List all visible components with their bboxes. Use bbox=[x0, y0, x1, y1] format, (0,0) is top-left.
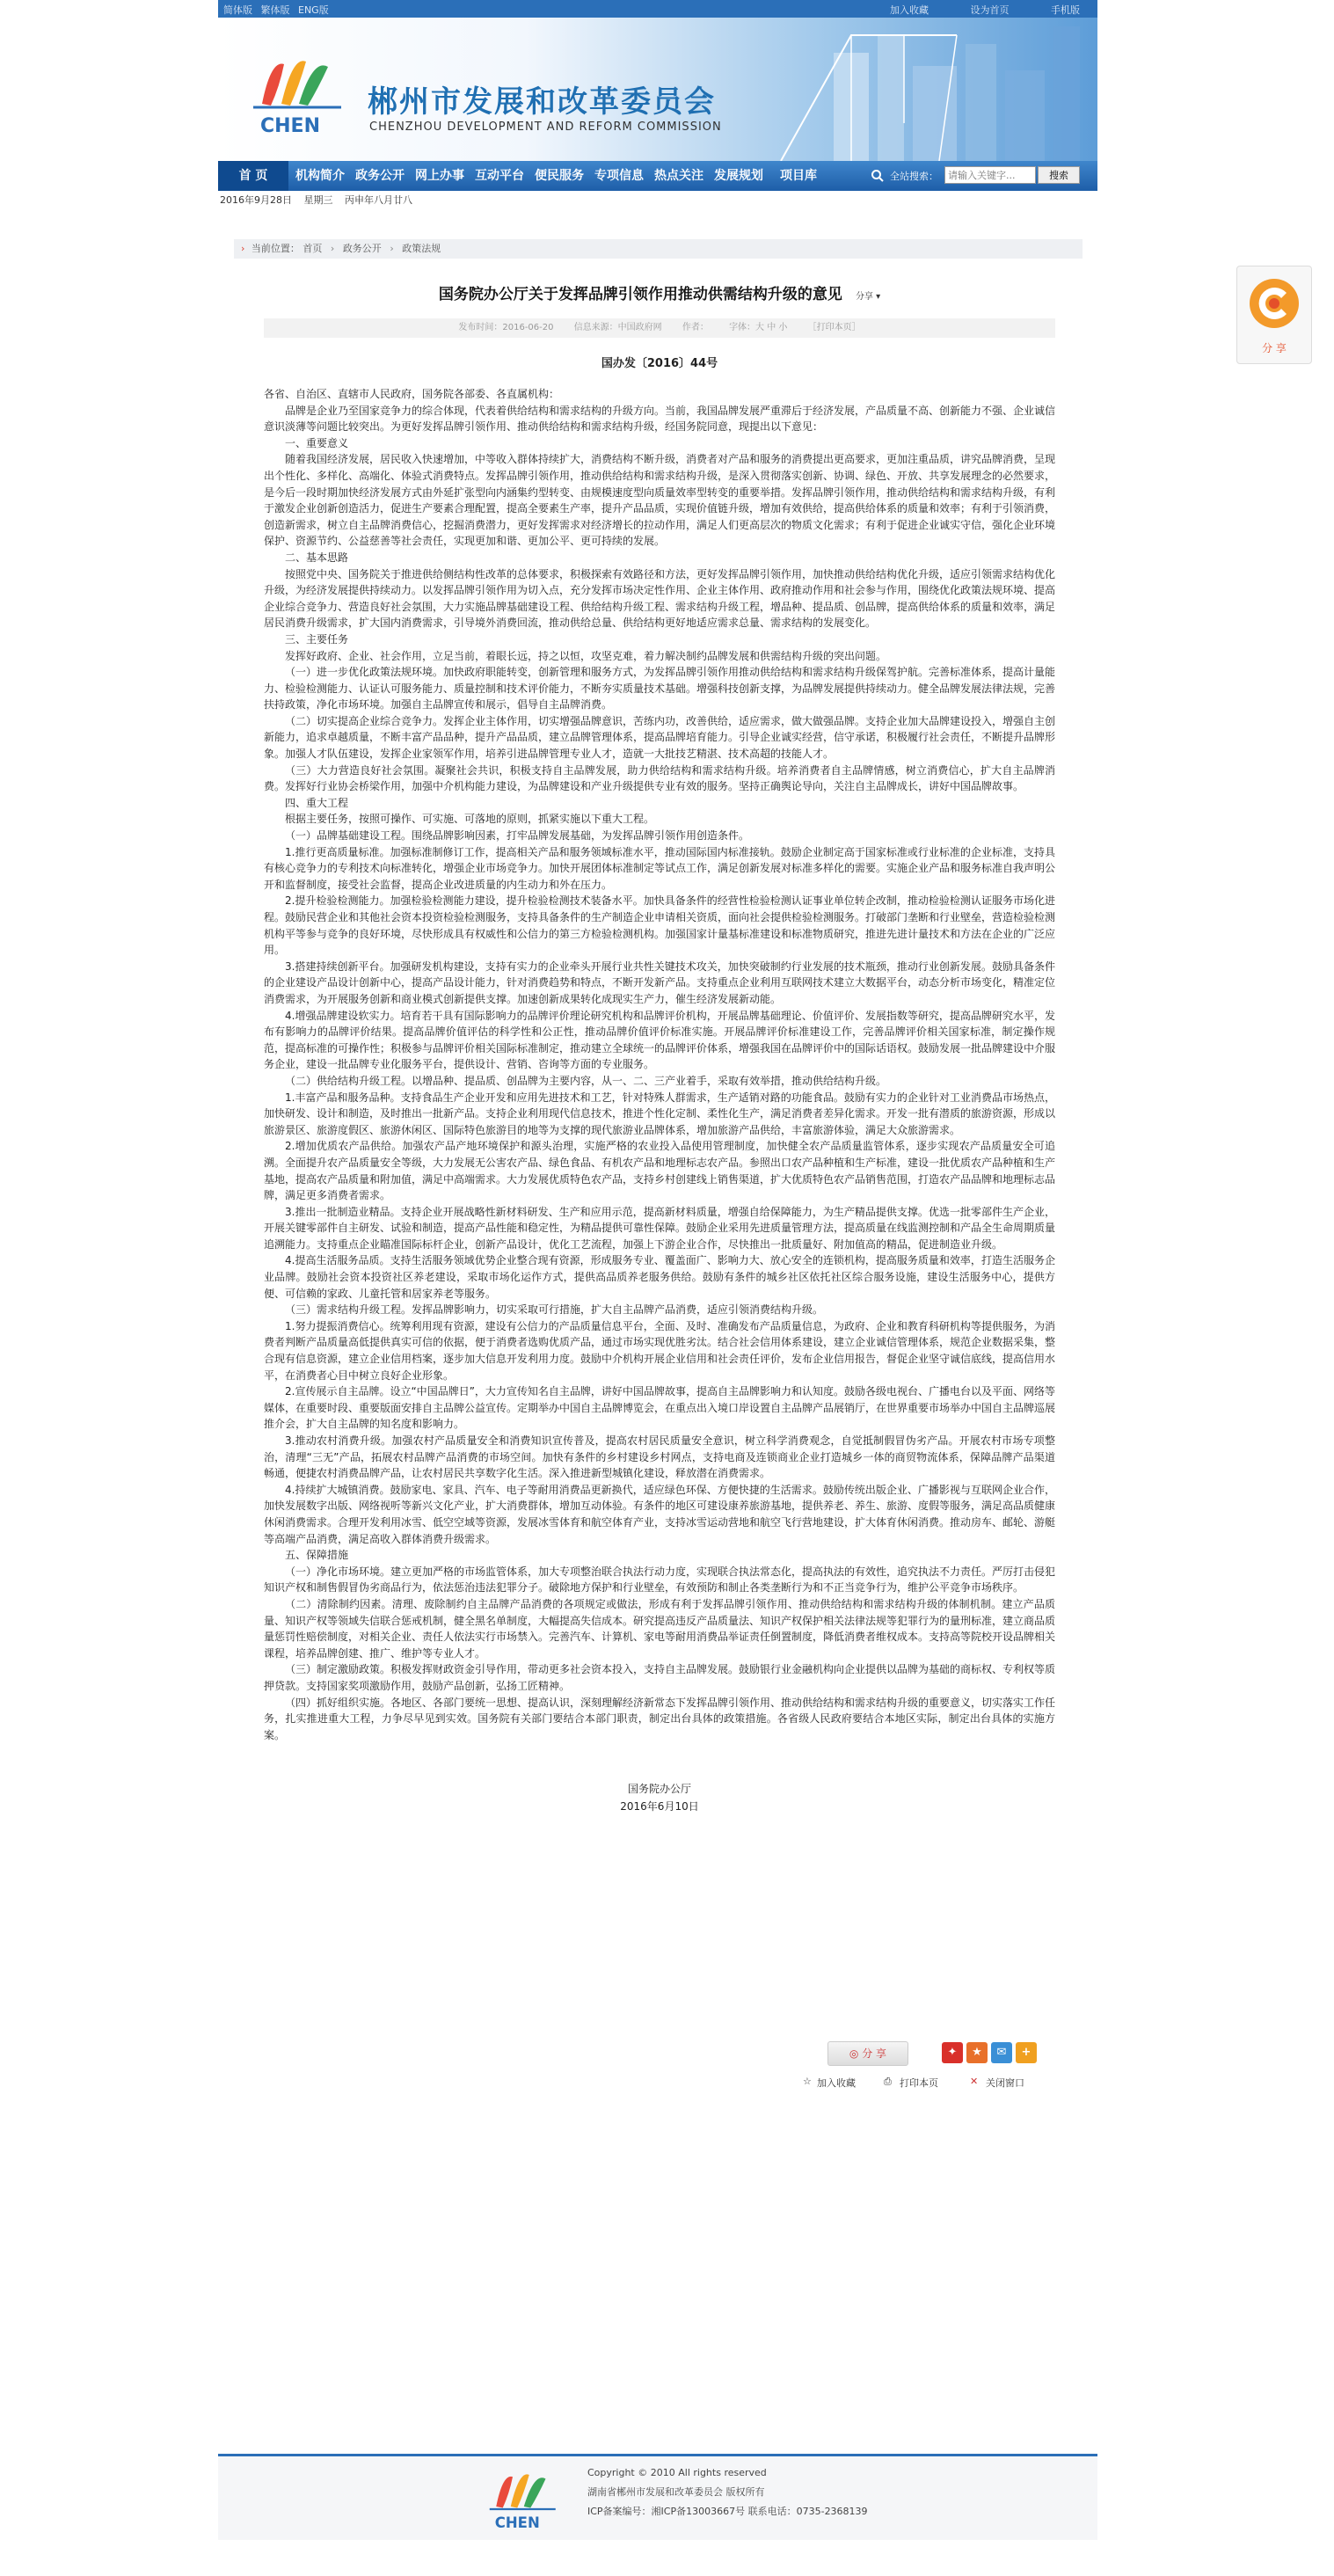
share-toolbar bbox=[827, 2039, 1100, 2067]
article-paragraph: 二、基本思路 bbox=[285, 551, 349, 564]
print-link[interactable]: ［打印本页］ bbox=[807, 323, 861, 332]
author: 作者： bbox=[682, 323, 709, 332]
footer-text bbox=[587, 2463, 868, 2521]
article-paragraph: 1.丰富产品和服务品种。支持食品生产企业开发和应用先进技术和工艺，针对特殊人群需求，生产适销对路的功能食品。鼓励有实力的企业针对工业消费品市场热点，加快研发、设计和制造，及时推出一批新产品。支持企业利用现代信息技术，推进个性化定制、柔性化生产，满足消费者差异化需求。开发一批有潜质的旅游资源，形成以旅游景区、旅游度假区、旅游休闲区、国际特色旅游目的地等为支撑的现代旅游业品牌体系，增加旅游产品供给，丰富旅游体验，满足大众旅游需求。 bbox=[264, 1091, 1056, 1136]
sign-date: 2016年6月10日 bbox=[620, 1800, 699, 1813]
nav-gov-info[interactable]: 政务公开 bbox=[355, 169, 405, 183]
date-text: 2016年9月28日 bbox=[220, 194, 292, 206]
add-favorite-action[interactable]: 加入收藏 bbox=[817, 2077, 856, 2089]
search-input[interactable] bbox=[944, 166, 1036, 184]
logo-text: CHEN bbox=[260, 115, 320, 137]
article-paragraph: 五、保障措施 bbox=[285, 1549, 349, 1562]
close-window-action[interactable]: 关闭窗口 bbox=[986, 2077, 1024, 2089]
add-favorite-link[interactable]: 加入收藏 bbox=[890, 4, 929, 16]
article-paragraph: 按照党中央、国务院关于推进供给侧结构性改革的总体要求，积极探索有效路径和方法，更好发挥品牌引领作用，加快推动供给结构优化升级，适应引领需求结构优化升级，为经济发展提供持续动力。以发挥品牌引领作用为切入点，充分发挥市场决定性作用、企业主体作用、政府推动作用和社会参与作用，围绕优化政策法规环境、提高企业综合竞争力、营造良好社会氛围，大力实施品牌基础建设工程、供给结构升级工程、需求结构升级工程，增品种、提品质、创品牌，提高供给体系的质量和效率，满足居民消费升级需求，扩大国内消费需求，引导境外消费回流，推动供给总量、供给结构更好地适应需求总量、需求结构的发展变化。 bbox=[264, 567, 1056, 630]
tencent-icon[interactable]: ✉ bbox=[991, 2042, 1012, 2063]
lang-traditional-link[interactable]: 繁体版 bbox=[260, 4, 290, 16]
nav-home[interactable]: 首 页 bbox=[218, 161, 288, 191]
nav-online-service[interactable]: 网上办事 bbox=[415, 169, 464, 183]
article-paragraph: 一、重要意义 bbox=[285, 436, 349, 449]
language-links bbox=[223, 3, 334, 17]
top-links bbox=[851, 3, 1080, 17]
footer-logo bbox=[477, 2467, 574, 2536]
breadcrumb bbox=[234, 239, 1083, 259]
lang-simplified-link[interactable]: 简体版 bbox=[223, 4, 252, 16]
article-paragraph: 根据主要任务，按照可操作、可实施、可落地的原则，抓紧实施以下重大工程。 bbox=[285, 813, 655, 826]
page bbox=[218, 0, 1097, 2531]
header-banner bbox=[218, 18, 1097, 161]
article-paragraph: 4.增强品牌建设软实力。培育若干具有国际影响力的品牌评价理论研究机构和品牌评价机构，开展品牌基础理论、价值评价、发展指数等研究，提高品牌研究水平，发布有影响力的品牌评价结果。提高品牌价值评估的科学性和公正性，推动品牌价值评价标准实施。开展品牌评价标准建设工作，完善品牌评价相关国家标准，制定操作规范，提高标准的可操作性；积极参与品牌评价相关国际标准制定，推动建立全球统一的品牌评价体系，增强我国在品牌评价中的国际话语权。鼓励发展一批品牌建设中介服务企业，建设一批品牌专业化服务平台，提供设计、营销、咨询等方面的专业服务。 bbox=[264, 1009, 1056, 1071]
signature bbox=[264, 1780, 1055, 1815]
article-paragraph: （二）供给结构升级工程。以增品种、提品质、创品牌为主要内容，从一、二、三产业着手，采取有效举措，推动供给结构升级。 bbox=[285, 1074, 887, 1087]
favorite-icon: ☆ bbox=[803, 2076, 812, 2087]
copyright: Copyright © 2010 All rights reserved bbox=[587, 2467, 767, 2478]
article-paragraph: （一）净化市场环境。建立更加严格的市场监管体系，加大专项整治联合执法行动力度，实现联合执法常态化，提高执法的有效性，追究执法不力责任。严厉打击侵犯知识产权和制售假冒伪劣商品行为，依法惩治违法犯罪分子。破除地方保护和行业壁垒，有效预防和制止各类垄断行为和不正当竞争行为，维护公平竞争市场秩序。 bbox=[264, 1565, 1056, 1594]
share-inline-button[interactable] bbox=[856, 292, 880, 302]
info-source: 信息来源：中国政府网 bbox=[573, 323, 662, 332]
site-logo[interactable] bbox=[244, 51, 359, 142]
breadcrumb-arrow-icon: › bbox=[241, 243, 245, 254]
main-nav bbox=[218, 161, 1097, 191]
article-paragraph: （三）需求结构升级工程。发挥品牌影响力，切实采取可行措施，扩大自主品牌产品消费，适应引领消费结构升级。 bbox=[285, 1303, 824, 1317]
floating-share-label: 分 享 bbox=[1262, 342, 1287, 354]
article-paragraph: （三）制定激励政策。积极发挥财政资金引导作用，带动更多社会资本投入，支持自主品牌发展。鼓励银行业金融机构向企业提供以品牌为基础的商标权、专利权等质押贷款。支持国家奖项激励作用，鼓励产品创新，弘扬工匠精神。 bbox=[264, 1663, 1056, 1692]
search-label: 全站搜索： bbox=[890, 171, 938, 182]
article-paragraph: 2.增加优质农产品供给。加强农产品产地环境保护和源头治理，实施严格的农业投入品使用管理制度，加快健全农产品质量监管体系，逐步实现农产品质量安全可追溯。全面提升农产品质量安全等级，大力发展无公害农产品、绿色食品、有机农产品和地理标志农产品。参照出口农产品种植和生产标准，建设一批优质农产品种植和生产基地，提高农产品质量和附加值，满足中高端需求。大力发展优质特色农产品，支持乡村创建线上销售渠道，扩大优质特色农产品销售范围，打造农产品品牌和地理标志品牌，满足更多消费者需求。 bbox=[264, 1140, 1056, 1202]
date-bar bbox=[218, 191, 1097, 210]
nav-about[interactable]: 机构简介 bbox=[295, 169, 345, 183]
nav-public-service[interactable]: 便民服务 bbox=[535, 169, 584, 183]
sign-org: 国务院办公厅 bbox=[627, 1783, 691, 1796]
article-paragraph: （一）进一步优化政策法规环境。加快政府职能转变，创新管理和服务方式，为发挥品牌引领作用推动供给结构和需求结构升级保驾护航。完善标准体系，提高计量能力、检验检测能力、认证认可服务能力、质量控制和技术评价能力，不断夯实质量技术基础。增强科技创新支撑，为品牌发展提供持续动力。健全品牌发展法律法规，完善扶持政策，净化市场环境。加强自主品牌宣传和展示，倡导自主品牌消费。 bbox=[264, 666, 1056, 712]
more-share-icon[interactable]: + bbox=[1016, 2042, 1037, 2063]
nav-projects[interactable]: 项目库 bbox=[780, 169, 817, 183]
set-homepage-link[interactable]: 设为首页 bbox=[970, 4, 1010, 16]
font-size-switch[interactable]: 字体：大 中 小 bbox=[729, 323, 788, 332]
close-icon: ✕ bbox=[970, 2076, 979, 2087]
title-row bbox=[264, 281, 1055, 308]
breadcrumb-separator: › bbox=[390, 243, 394, 254]
article-paragraph: 3.搭建持续创新平台。加强研发机构建设，支持有实力的企业牵头开展行业共性关键技术攻关，加快突破制约行业发展的技术瓶颈，推动行业创新发展。鼓励具备条件的企业建设产品设计创新中心，提高产品设计能力，针对消费趋势和特点，不断开发新产品。支持重点企业利用互联网技术建立大数据平台，动态分析市场变化，精准定位消费需求，为开展服务创新和商业模式创新提供支撑。加速创新成果转化成现实生产力，催生经济发展新动能。 bbox=[264, 960, 1056, 1005]
document-number: 国办发〔2016〕44号 bbox=[601, 357, 718, 370]
breadcrumb-gov-info[interactable]: 政务公开 bbox=[342, 243, 382, 254]
share-inline-label: 分享 bbox=[855, 292, 873, 302]
article-paragraph: （二）清除制约因素。清理、废除制约自主品牌产品消费的各项规定或做法，形成有利于发挥品牌引领作用、推动供给结构和需求结构升级的体制机制。建立产品质量、知识产权等领域失信联合惩戒机制，健全黑名单制度，大幅提高失信成本。研究提高违反产品质量法、知识产权保护相关法律法规等犯罪行为的量刑标准，建立商品质量惩罚性赔偿制度，对相关企业、责任人依法实行市场禁入。完善汽车、计算机、家电等耐用消费品举证责任倒置制度，降低消费者维权成本。支持高等院校开设品牌相关课程，培养品牌创建、推广、维护等专业人才。 bbox=[264, 1597, 1056, 1660]
weibo-icon[interactable]: ✦ bbox=[942, 2042, 963, 2063]
site-name: 郴州市发展和改革委员会 bbox=[368, 84, 716, 120]
weekday-text: 星期三 bbox=[303, 194, 333, 206]
search-area bbox=[871, 165, 1090, 186]
print-icon: ⎙ bbox=[884, 2076, 892, 2087]
skyline-graphic bbox=[728, 18, 1097, 161]
nav-interaction[interactable]: 互动平台 bbox=[475, 169, 524, 183]
article-paragraph: 3.推出一批制造业精品。支持企业开展战略性新材料研发、生产和应用示范，提高新材料质量，增强自给保障能力，为生产精品提供支撑。优选一批零部件生产企业，开展关键零部件自主研发、试验和制造，提高产品性能和稳定性，为精品提供可靠性保障。鼓励企业采用先进质量管理方法，提高质量在线监测控制和产品全生命周期质量追溯能力。支持重点企业瞄准国际标杆企业，创新产品设计，优化工艺流程，加强上下游企业合作，尽快推出一批质量好、附加值高的精品，促进制造业升级。 bbox=[264, 1205, 1056, 1251]
article-paragraph: 1.推行更高质量标准。加强标准制修订工作，提高相关产品和服务领域标准水平，推动国际国内标准接轨。鼓励企业制定高于国家标准或行业标准的企业标准，支持具有核心竞争力的专利技术向标准转化，增强企业市场竞争力。加快开展团体标准制定等试点工作，满足创新发展对标准多样化的需要。实施企业产品和服务标准自我声明公开和监督制度，接受社会监督，提高企业改进质量的内生动力和外在压力。 bbox=[264, 845, 1056, 891]
top-bar bbox=[218, 0, 1097, 18]
publish-time: 发布时间：2016-06-20 bbox=[458, 323, 554, 332]
article-body bbox=[264, 386, 1055, 1743]
mobile-version-link[interactable]: 手机版 bbox=[1051, 4, 1080, 16]
article-paragraph: （一）品牌基础建设工程。围绕品牌影响因素，打牢品牌发展基础，为发挥品牌引领作用创造条件。 bbox=[285, 829, 750, 843]
lang-english-link[interactable]: ENG版 bbox=[298, 4, 329, 16]
qzone-icon[interactable]: ★ bbox=[966, 2042, 988, 2063]
breadcrumb-label: 当前位置： bbox=[251, 243, 300, 254]
article-paragraph: 4.提高生活服务品质。支持生活服务领域优势企业整合现有资源，形成服务专业、覆盖面广、影响力大、放心安全的连锁机构，提高服务质量和效率，打造生活服务企业品牌。鼓励社会资本投资社区养老建设，采取市场化运作方式，提供高品质养老服务供给。鼓励有条件的城乡社区依托社区综合服务设施，建设生活服务中心，提供方便、可信赖的家政、儿童托管和居家养老等服务。 bbox=[264, 1254, 1055, 1300]
lunar-date-text: 丙申年八月廿八 bbox=[345, 194, 412, 206]
article-paragraph: 3.推动农村消费升级。加强农村产品质量安全和消费知识宣传普及，提高农村居民质量安全意识，树立科学消费观念，自觉抵制假冒伪劣产品。开展农村市场专项整治，清理“三无”产品，拓展农村品牌产品消费的市场空间。加快有条件的乡村建设乡村网点，支持电商及连锁商业企业打造城乡一体的商贸物流体系，保障品牌产品渠道畅通，便捷农村消费品牌产品，让农村居民共享数字化生活。深入推进新型城镇化建设，释放潜在消费需求。 bbox=[264, 1434, 1055, 1480]
article-paragraph: 四、重大工程 bbox=[285, 796, 349, 809]
nav-hot-topics[interactable]: 热点关注 bbox=[654, 169, 703, 183]
breadcrumb-policy[interactable]: 政策法规 bbox=[402, 243, 441, 254]
article-paragraph: 三、主要任务 bbox=[285, 632, 349, 646]
icp-info: ICP备案编号：湘ICP备13003667号 联系电话：0735-2368139 bbox=[587, 2506, 868, 2517]
nav-special-info[interactable]: 专项信息 bbox=[594, 169, 644, 183]
share-logo-icon bbox=[1237, 266, 1311, 340]
footer-logo-text: CHEN bbox=[494, 2514, 540, 2531]
article-paragraph: （二）切实提高企业综合竞争力。发挥企业主体作用，切实增强品牌意识，苦练内功，改善供给，适应需求，做大做强品牌。支持企业加大品牌建设投入，增强自主创新能力，追求卓越质量，不断丰富产品品种，提升产品品质，建立品牌管理体系，提高品牌培育能力。引导企业诚实经营，信守承诺，积极履行社会责任，不断提升品牌形象。加强人才队伍建设，发挥企业家领军作用，培养引进品牌管理专业人才，造就一大批技艺精湛、技术高超的技能人才。 bbox=[264, 714, 1056, 761]
print-action[interactable]: 打印本页 bbox=[900, 2077, 938, 2089]
article-paragraph: （四）抓好组织实施。各地区、各部门要统一思想、提高认识，深刻理解经济新常态下发挥品牌引领作用、推动供给结构和需求结构升级的重要意义，切实落实工作任务，扎实推进重大工程，力争尽早见到实效。国务院有关部门要结合本部门职责，制定出台具体的政策措施。各省级人民政府要结合本地区实际，制定出台具体的实施方案。 bbox=[264, 1696, 1056, 1741]
share-button[interactable] bbox=[827, 2041, 908, 2066]
breadcrumb-home[interactable]: 首页 bbox=[303, 243, 323, 254]
article bbox=[264, 281, 1055, 1815]
article-paragraph: （三）大力营造良好社会氛围。凝聚社会共识，积极支持自主品牌发展，助力供给结构和需求结构升级。培养消费者自主品牌情感，树立消费信心，扩大自主品牌消费。发挥好行业协会桥梁作用，加强中介机构能力建设，为品牌建设和产业升级提供专业有效的服务。坚持正确舆论导向，关注自主品牌成长，讲好中国品牌故事。 bbox=[264, 763, 1055, 793]
article-title: 国务院办公厅关于发挥品牌引领作用推动供需结构升级的意见 bbox=[438, 286, 842, 303]
article-paragraph: 随着我国经济发展，居民收入快速增加，中等收入群体持续扩大，消费结构不断升级，消费者对产品和服务的消费提出更高要求，更加注重品质，讲究品牌消费，呈现出个性化、多样化、高端化、体验式消费特点。发挥品牌引领作用，推动供给结构和需求结构升级，是深入贯彻落实创新、协调、绿色、开放、共享发展理念的必然要求，是今后一段时期加快经济发展方式由外延扩张型向内涵集约型转变、由规模速度型向质量效率型转变的重要举措。发挥品牌引领作用，推动供给结构和需求结构升级，有利于激发企业创新创造活力，促进生产要素合理配置，提高全要素生产率，提升产品品质，实现价值链升级，增加有效供给，提高供给体系的质量和效率；有利于引领消费，创造新需求，树立自主品牌消费信心，挖掘消费潜力，更好发挥需求对经济增长的拉动作用，满足人们更高层次的物质文化需求；有利于促进企业诚实守信，强化企业环境保护、资源节约、公益慈善等社会责任，实现更加和谐、更加公平、更可持续的发展。 bbox=[264, 453, 1056, 548]
share-icon: ◎ bbox=[849, 2047, 859, 2060]
breadcrumb-separator: › bbox=[330, 243, 335, 254]
search-icon bbox=[871, 169, 885, 186]
article-paragraph: 1.努力提振消费信心。统筹利用现有资源，建设有公信力的产品质量信息平台，全面、及时、准确发布产品质量信息，为政府、企业和教育科研机构等提供服务，为消费者判断产品质量高低提供真实可信的依据，便于消费者选购优质产品，通过市场实现优胜劣汰。结合社会信用体系建设，建立企业诚信管理体系，规范企业数据采集，整合现有信息资源，建立企业信用档案，逐步加大信息开发利用力度。鼓励中介机构开展企业信用和社会责任评价，发布企业信用报告，督促企业坚守诚信底线，提高信用水平，在消费者心目中树立良好企业形象。 bbox=[264, 1319, 1056, 1382]
footer-org: 湖南省郴州市发展和改革委员会 版权所有 bbox=[587, 2486, 765, 2498]
nav-planning[interactable]: 发展规划 bbox=[714, 169, 763, 183]
article-paragraph: 2.宣传展示自主品牌。设立“中国品牌日”，大力宣传知名自主品牌，讲好中国品牌故事，提高自主品牌影响力和认知度。鼓励各级电视台、广播电台以及平面、网络等媒体，在重要时段、重要版面安排自主品牌公益宣传。定期举办中国自主品牌博览会，在重点出入境口岸设置自主品牌产品展销厅，在世界重要市场举办中国自主品牌巡展推介会，扩大自主品牌的知名度和影响力。 bbox=[264, 1385, 1056, 1431]
floating-share-button[interactable] bbox=[1236, 266, 1312, 364]
article-paragraph: 4.持续扩大城镇消费。鼓励家电、家具、汽车、电子等耐用消费品更新换代，适应绿色环保、方便快捷的生活需求。鼓励传统出版企业、广播影视与互联网企业合作，加快发展数字出版、网络视听等新兴文化产业，扩大消费群体，增加互动体验。有条件的地区可建设康养旅游基地，提供养老、养生、旅游、度假等服务，满足高品质健康休闲消费需求。合理开发利用冰雪、低空空域等资源，发展冰雪体育和航空体育产业，支持冰雪运动营地和航空飞行营地建设，扩大体育休闲消费。推动房车、邮轮、游艇等高端产品消费，满足高收入群体消费升级需求。 bbox=[264, 1483, 1056, 1545]
footer bbox=[218, 2454, 1097, 2540]
article-actions bbox=[803, 2076, 1093, 2093]
share-button-label: 分 享 bbox=[862, 2047, 887, 2060]
article-meta bbox=[264, 318, 1055, 338]
article-paragraph: 发挥好政府、企业、社会作用，立足当前，着眼长远，持之以恒，攻坚克难，着力解决制约品牌发展和供需结构升级的突出问题。 bbox=[285, 649, 887, 662]
search-button[interactable]: 搜索 bbox=[1038, 166, 1080, 184]
article-paragraph: 2.提升检验检测能力。加强检验检测能力建设，提升检验检测技术装备水平。加快具备条件的经营性检验检测认证事业单位转企改制，推动检验检测认证服务市场化进程。鼓励民营企业和其他社会资本投资检验检测服务，支持具备条件的生产制造企业申请相关资质，面向社会提供检验检测服务。打破部门垄断和行业壁垒，营造检验检测机构平等参与竞争的良好环境，尽快形成具有权威性和公信力的第三方检验检测机构。加强国家计量基标准建设和标准物质研究，推进先进计量技术和方法在企业的广泛应用。 bbox=[264, 894, 1056, 957]
site-name-en: CHENZHOU DEVELOPMENT AND REFORM COMMISSION bbox=[369, 120, 722, 134]
article-paragraph: 各省、自治区、直辖市人民政府，国务院各部委、各直属机构： bbox=[264, 388, 560, 400]
article-paragraph: 品牌是企业乃至国家竞争力的综合体现，代表着供给结构和需求结构的升级方向。当前，我国品牌发展严重滞后于经济发展，产品质量不高、创新能力不强、企业诚信意识淡薄等问题比较突出。为更好发挥品牌引领作用、推动供给结构和需求结构升级，经国务院同意，现提出以下意见： bbox=[264, 404, 1056, 434]
chevron-down-icon: ▾ bbox=[876, 292, 881, 302]
